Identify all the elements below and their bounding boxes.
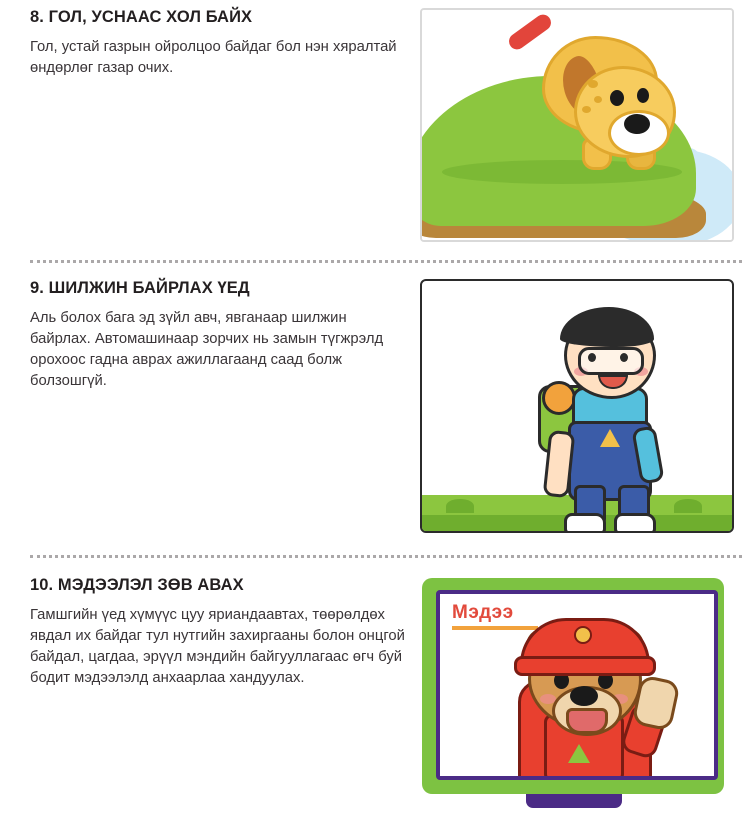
- bear-helmet-brim: [514, 656, 656, 676]
- section-9-title: 9. ШИЛЖИН БАЙРЛАХ ҮЕД: [30, 279, 250, 297]
- dog-spot-2: [594, 96, 602, 103]
- screen-headline-underline: [452, 626, 538, 630]
- section-10: [0, 558, 742, 814]
- screen-headline: Мэдээ: [452, 602, 514, 623]
- boy-glasses: [578, 347, 644, 375]
- section-8-title: 8. ГОЛ, УСНААС ХОЛ БАЙХ: [30, 8, 253, 26]
- boy-hair: [560, 307, 654, 347]
- section-10-art-column: [420, 576, 730, 814]
- boy-shoe-right: [614, 513, 656, 533]
- walking-boy-illustration: [420, 279, 734, 533]
- section-10-text-column: [30, 576, 420, 689]
- bear-badge: [568, 744, 590, 763]
- dog-nose: [624, 114, 650, 134]
- section-8: [0, 0, 742, 242]
- boy-shoe-left: [564, 513, 606, 533]
- tv-bear-announcer-illustration: [420, 576, 730, 814]
- dog-eye-right: [637, 88, 649, 103]
- backpack-pocket: [542, 381, 576, 415]
- bear-helmet-emblem: [574, 626, 592, 644]
- section-9-body: Аль болох бага эд зүйл авч, явганаар шилжин байрлах. Автомашинаар зорчих нь замын түгжрэлд орохоос гадна аврах ажиллагаанд саад болж болзошгүй.: [30, 309, 384, 389]
- section-9-art-column: [420, 279, 730, 533]
- boy-eye-left: [588, 353, 596, 362]
- bear-mouth: [566, 708, 608, 734]
- section-8-body: Гол, устай газрын ойролцоо байдаг бол нэн хяралтай өндөрлөг газар очих.: [30, 38, 397, 76]
- grass-tuft-left: [446, 499, 474, 513]
- section-8-art-column: [420, 8, 730, 242]
- grass-tuft-right: [674, 499, 702, 513]
- tv-screen: [436, 590, 718, 780]
- overalls-badge: [600, 429, 620, 447]
- section-9-text-column: [30, 279, 420, 392]
- tv-stand: [526, 794, 622, 808]
- section-8-text-column: [30, 8, 420, 79]
- dog-on-hill-illustration: [420, 8, 734, 242]
- dog-spot-1: [588, 80, 598, 88]
- section-10-body: Гамшгийн үед хүмүүс цуу яриандаавтах, төөрөлдөх явдал их байдаг тул нутгийн захиргааны болон онцгой байдал, цагдаа, эрүүл мэндийн байгууллагаас өгч буй бодит мэдээлэлд анхаарлаа хандуулах.: [30, 606, 405, 686]
- boy-eye-right: [620, 353, 628, 362]
- bear-nose: [570, 686, 598, 706]
- dog-eye-left: [610, 90, 624, 106]
- section-9: [0, 263, 742, 533]
- section-10-title: 10. МЭДЭЭЛЭЛ ЗӨВ АВАХ: [30, 576, 244, 594]
- dog-spot-3: [582, 106, 591, 113]
